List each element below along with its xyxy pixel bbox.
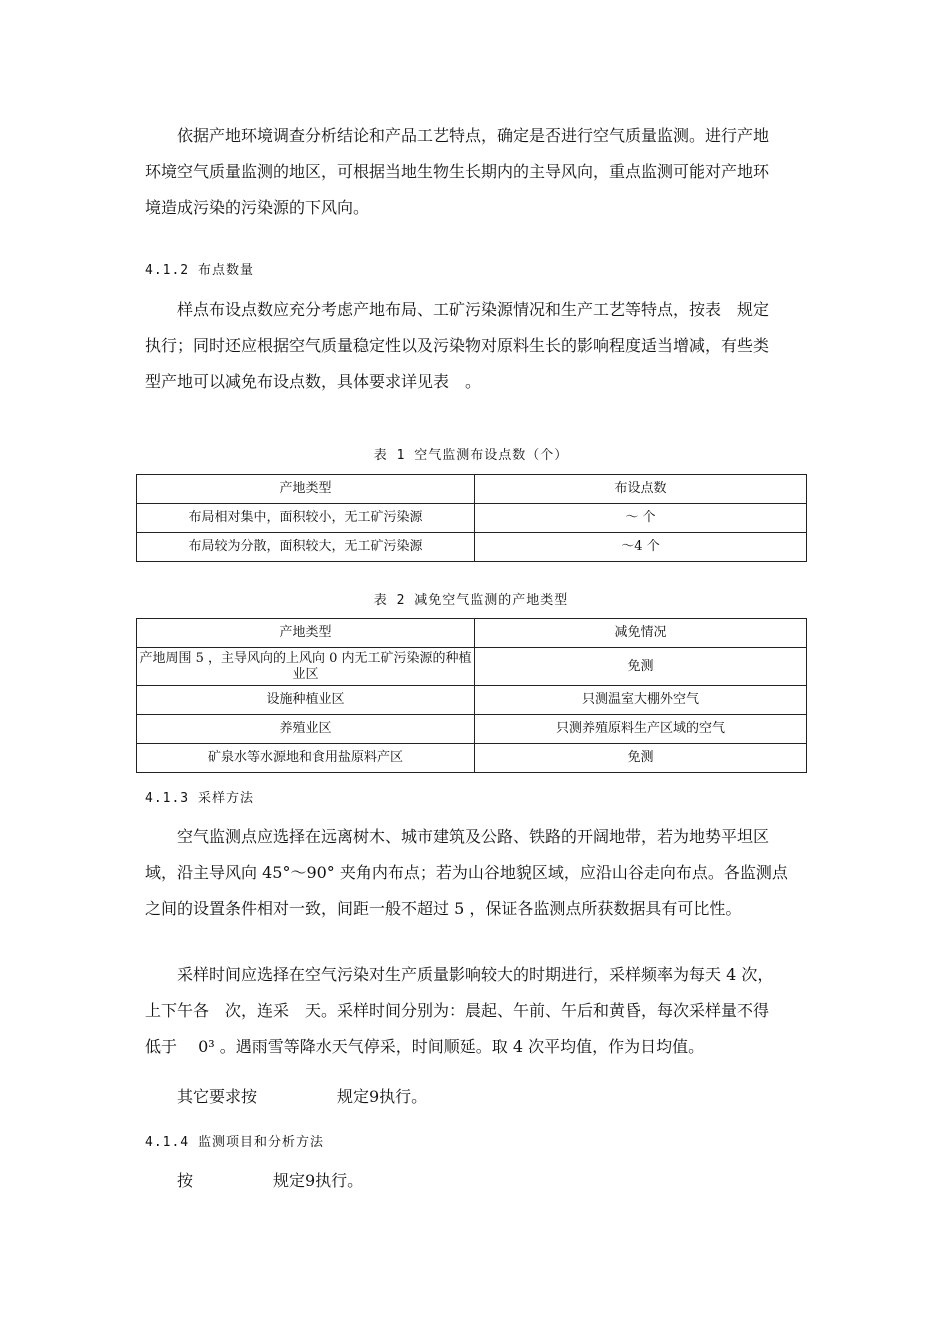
- text-line: 采样时间应选择在空气污染对生产质量影响较大的时期进行，采样频率为每天 4 次，: [177, 965, 774, 984]
- table-cell: ～ 个: [475, 504, 807, 533]
- intro-paragraph: [145, 118, 807, 226]
- table-cell: 设施种植业区: [137, 686, 475, 715]
- sampling-count-paragraph: [145, 292, 807, 400]
- table-cell: 养殖业区: [137, 715, 475, 744]
- text-line: 环境空气质量监测的地区，可根据当地生物生长期内的主导风向，重点监测可能对产地环: [145, 162, 770, 181]
- table-cell: 免测: [475, 744, 807, 773]
- table-row: [137, 715, 807, 744]
- other-requirements-paragraph: [145, 1079, 807, 1115]
- text-line: 境造成污染的污染源的下风向。: [145, 198, 370, 217]
- table-cell: 产地周围 5 ，主导风向的上风向 0 内无工矿污染源的种植业区: [137, 648, 475, 686]
- section-heading-4-1-4: 4.1.4 监测项目和分析方法: [145, 1135, 324, 1150]
- table-header-row: [137, 475, 807, 504]
- table-cell: ～4 个: [475, 533, 807, 562]
- table-cell: 矿泉水等水源地和食用盐原料产区: [137, 744, 475, 773]
- text-line: 样点布设点数应充分考虑产地布局、工矿污染源情况和生产工艺等特点，按表 规定: [177, 300, 770, 319]
- text-line: 按 规定9执行。: [177, 1171, 364, 1190]
- text-line: 依据产地环境调查分析结论和产品工艺特点，确定是否进行空气质量监测。进行产地: [177, 126, 770, 145]
- text-line: 型产地可以减免布设点数，具体要求详见表 。: [145, 372, 482, 391]
- table-cell: 布局相对集中，面积较小，无工矿污染源: [137, 504, 475, 533]
- text-line: 执行；同时还应根据空气质量稳定性以及污染物对原料生长的影响程度适当增减，有些类: [145, 336, 770, 355]
- table-header-row: [137, 619, 807, 648]
- text-line: 低于 0³ 。遇雨雪等降水天气停采，时间顺延。取 4 次平均值，作为日均值。: [145, 1037, 705, 1056]
- table-header-cell: 减免情况: [475, 619, 807, 648]
- table2: [136, 618, 807, 773]
- section-heading-4-1-3: 4.1.3 采样方法: [145, 791, 254, 806]
- sampling-location-paragraph: [145, 819, 807, 927]
- table-row: [137, 744, 807, 773]
- table-cell: 只测养殖原料生产区域的空气: [475, 715, 807, 744]
- table-header-cell: 布设点数: [475, 475, 807, 504]
- table1: [136, 474, 807, 562]
- sampling-time-paragraph: [145, 957, 807, 1065]
- text-line: 其它要求按 规定9执行。: [177, 1087, 428, 1106]
- table-row: [137, 533, 807, 562]
- table-row: [137, 686, 807, 715]
- table-cell: 只测温室大棚外空气: [475, 686, 807, 715]
- section-heading-4-1-2: 4.1.2 布点数量: [145, 263, 254, 278]
- table2-caption: 表 2 减免空气监测的产地类型: [373, 593, 569, 608]
- table-cell: 免测: [475, 648, 807, 686]
- text-line: 之间的设置条件相对一致，间距一般不超过 5 ，保证各监测点所获数据具有可比性。: [145, 899, 742, 918]
- table-row: [137, 504, 807, 533]
- table-row: [137, 648, 807, 686]
- text-line: 空气监测点应选择在远离树木、城市建筑及公路、铁路的开阔地带，若为地势平坦区: [177, 827, 770, 846]
- table1-caption: 表 1 空气监测布设点数（个）: [373, 448, 569, 463]
- text-line: 域，沿主导风向 45°～90° 夹角内布点；若为山谷地貌区域，应沿山谷走向布点。各监测点: [145, 863, 788, 882]
- table-cell: 布局较为分散，面积较大，无工矿污染源: [137, 533, 475, 562]
- analysis-methods-paragraph: [145, 1163, 807, 1199]
- text-line: 上下午各 次，连采 天。采样时间分别为：晨起、午前、午后和黄昏，每次采样量不得: [145, 1001, 770, 1020]
- table-header-cell: 产地类型: [137, 619, 475, 648]
- table-header-cell: 产地类型: [137, 475, 475, 504]
